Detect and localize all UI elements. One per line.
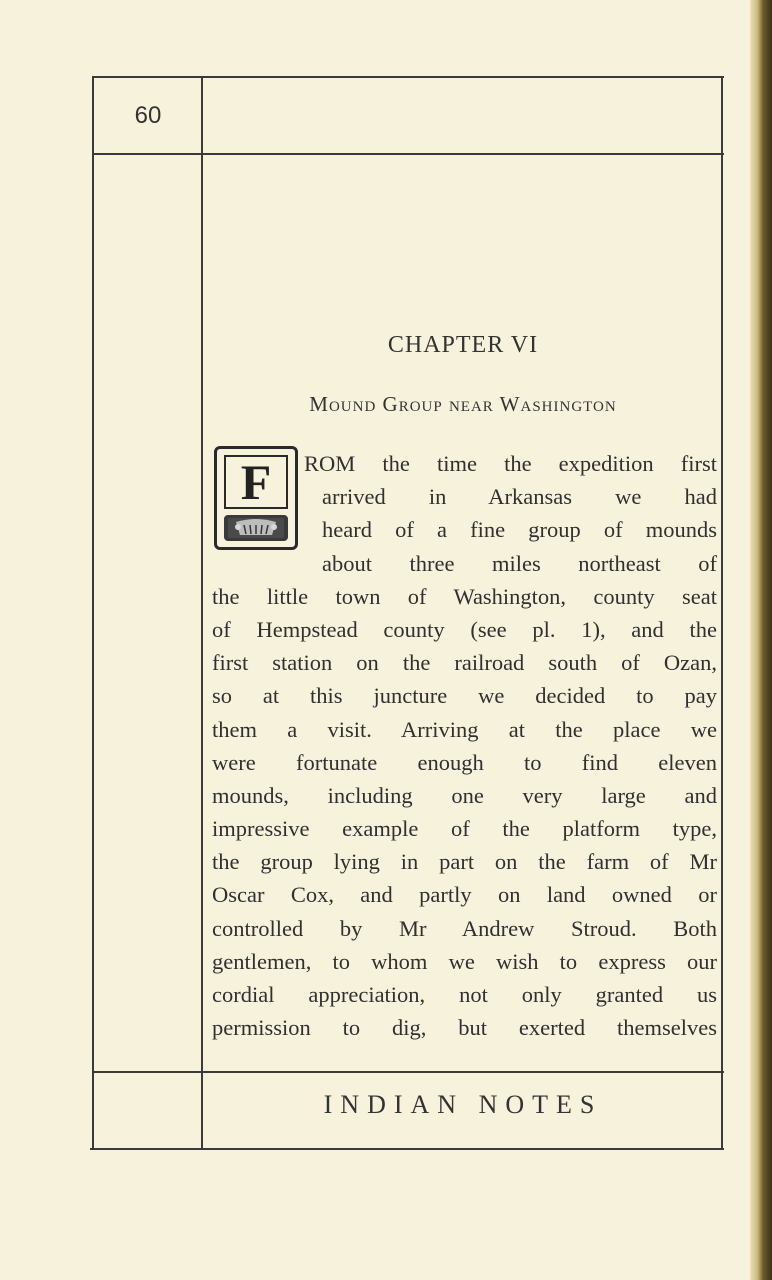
body-line: mounds, including one very large and xyxy=(212,782,717,808)
frame-bottom-rule xyxy=(90,1148,724,1150)
body-line: of Hempstead county (see pl. 1), and the xyxy=(212,616,717,642)
frame-column-rule xyxy=(201,76,203,1150)
page-edge-shadow xyxy=(750,0,772,1280)
body-line: first station on the railroad south of Ozan, xyxy=(212,650,717,676)
body-line: them a visit. Arriving at the place we xyxy=(212,716,717,742)
body-line: ROM the time the expedition first xyxy=(304,451,717,476)
chapter-title: CHAPTER VI xyxy=(387,332,539,358)
body-line: cordial appreciation, not only granted us xyxy=(212,982,717,1007)
frame-left-rule xyxy=(92,76,94,1150)
chapter-body-text xyxy=(212,447,717,1044)
chapter-subtitle: Mound Group near Washington xyxy=(309,392,617,416)
body-line: gentlemen, to whom we wish to express our xyxy=(212,948,717,974)
body-line: heard of a fine group of mounds xyxy=(322,517,717,543)
drop-cap-letter: F xyxy=(224,455,288,509)
body-line: about three miles northeast of xyxy=(322,550,717,576)
body-line: so at this juncture we decided to pay xyxy=(212,683,717,709)
page-number: 60 xyxy=(134,102,162,129)
frame-footer-rule xyxy=(92,1071,724,1073)
body-line: impressive example of the platform type, xyxy=(212,816,717,842)
frame-right-rule xyxy=(721,76,723,1150)
body-line: Oscar Cox, and partly on land owned or xyxy=(212,882,717,908)
body-line: the little town of Washington, county seat xyxy=(212,583,717,609)
body-line: were fortunate enough to find eleven xyxy=(212,749,717,775)
body-line: the group lying in part on the farm of Mr xyxy=(212,849,717,875)
body-line: permission to dig, but exerted themselves xyxy=(212,1015,717,1041)
body-line: controlled by Mr Andrew Stroud. Both xyxy=(212,915,717,941)
body-line: arrived in Arkansas we had xyxy=(322,484,717,510)
running-footer: INDIAN NOTES xyxy=(323,1090,603,1119)
